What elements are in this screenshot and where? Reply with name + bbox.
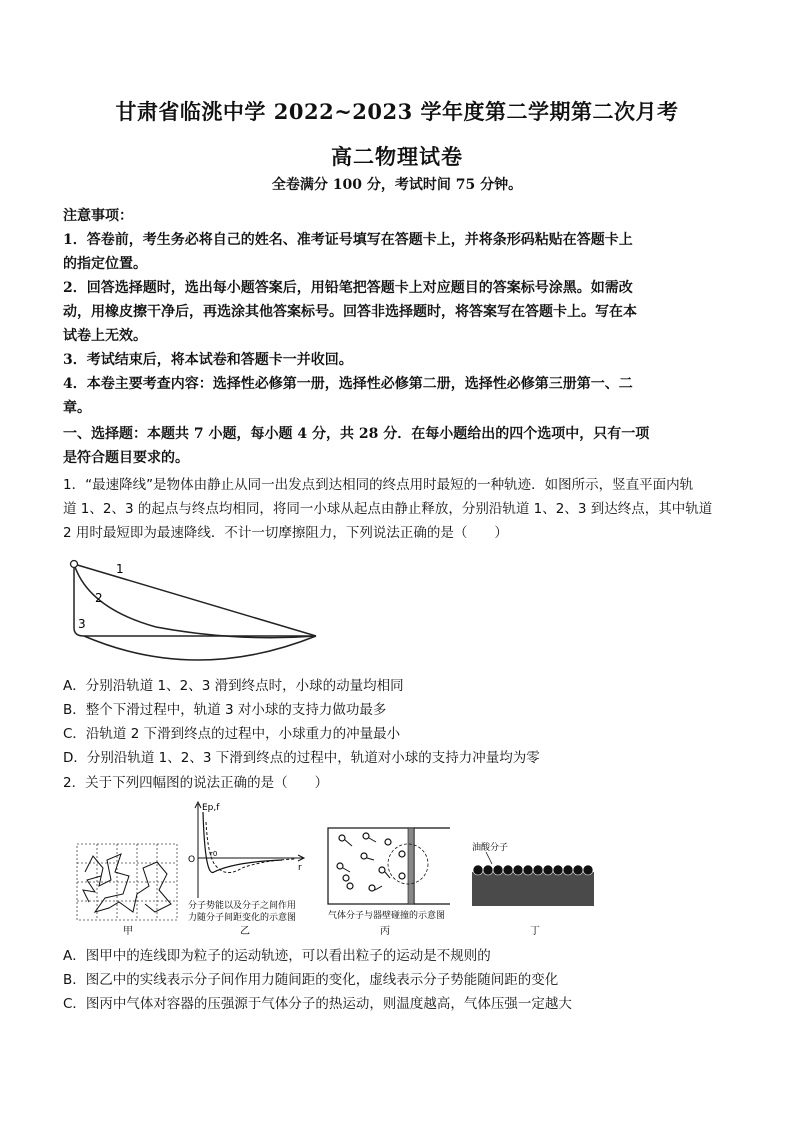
note-1-line-2: 的指定位置。 — [63, 256, 147, 272]
note-2-line-3: 试卷上无效。 — [63, 328, 147, 344]
fig-ding-label: 油酸分子 — [472, 843, 509, 853]
q2-stem: 2．关于下列四幅图的说法正确的是（ ） — [63, 775, 329, 791]
section-heading-line-1: 一、选择题：本题共 7 小题，每小题 4 分，共 28 分．在每小题给出的四个选项中，只有一项 — [63, 426, 650, 442]
track-label-2: 2 — [95, 591, 103, 605]
notes-heading: 注意事项： — [63, 208, 133, 224]
fig-yi-origin: O — [188, 855, 196, 865]
fig-yi-caption: 乙 — [240, 926, 250, 937]
energy-curve — [206, 822, 296, 873]
q2-option-b: B．图乙中的实线表示分子间作用力随间距的变化，虚线表示分子势能随间距的变化 — [63, 972, 559, 988]
q1-option-d: D．分别沿轨道 1、2、3 下滑到终点的过程中，轨道对小球的支持力冲量均为零 — [63, 750, 540, 766]
fig-yi-r0: r0 — [210, 850, 218, 858]
velocity-arrows — [343, 838, 390, 890]
label-pointer — [486, 852, 492, 864]
track-label-3: 3 — [78, 617, 86, 631]
note-2-line-2: 动，用橡皮擦干净后，再选涂其他答案标号。回答非选择题时，将答案写在答题卡上。写在本 — [63, 304, 637, 320]
exam-title: 甘肃省临洮中学 2022~2023 学年度第二学期第二次月考 — [115, 99, 679, 124]
exam-info: 全卷满分 100 分，考试时间 75 分钟。 — [271, 177, 523, 193]
q1-option-b: B．整个下滑过程中，轨道 3 对小球的支持力做功最多 — [63, 702, 387, 718]
q2-fig-bing — [326, 826, 454, 938]
track-1 — [74, 564, 316, 636]
q2-fig-jia — [75, 842, 183, 938]
q1-option-c: C．沿轨道 2 下滑到终点的过程中，小球重力的冲量最小 — [63, 726, 401, 742]
q2-fig-yi — [186, 798, 314, 938]
q1-stem-line-3: 2 用时最短即为最速降线．不计一切摩擦阻力，下列说法正确的是（ ） — [63, 525, 508, 541]
start-ball-icon — [71, 561, 78, 568]
q1-option-a: A．分别沿轨道 1、2、3 滑到终点时，小球的动量均相同 — [63, 678, 404, 694]
q2-option-c: C．图丙中气体对容器的压强源于气体分子的热运动，则温度越高，气体压强一定越大 — [63, 996, 572, 1012]
q2-option-a: A．图甲中的连线即为粒子的运动轨迹，可以看出粒子的运动是不规则的 — [63, 948, 491, 964]
note-1-line-1: 1．答卷前，考生务必将自己的姓名、准考证号填写在答题卡上，并将条形码粘贴在答题卡上 — [63, 232, 633, 248]
fig-bing-note: 气体分子与器壁碰撞的示意图 — [328, 911, 446, 921]
q1-track-figure — [66, 556, 322, 666]
fig-yi-axis-x: r — [298, 863, 302, 873]
note-4-line-2: 章。 — [63, 400, 91, 416]
track-arc — [84, 636, 316, 660]
exam-subtitle: 高二物理试卷 — [331, 144, 463, 169]
fig-yi-axis-y: Ep,f — [202, 803, 220, 813]
water-surface — [472, 872, 594, 906]
q2-fig-ding — [468, 838, 598, 938]
fig-jia-caption: 甲 — [123, 926, 133, 937]
section-heading-line-2: 是符合题目要求的。 — [63, 450, 189, 466]
track-label-1: 1 — [116, 562, 124, 576]
note-2-line-1: 2．回答选择题时，选出每小题答案后，用铅笔把答题卡上对应题目的答案标号涂黑。如需改 — [63, 280, 633, 296]
fig-ding-caption: 丁 — [530, 926, 540, 937]
fig-bing-caption: 丙 — [380, 926, 390, 937]
particle-path-2 — [83, 876, 101, 902]
q1-stem-line-1: 1．“最速降线”是物体由静止从同一出发点到达相同的终点用时最短的一种轨迹．如图所示，竖直平面内轨 — [63, 477, 694, 493]
note-4-line-1: 4．本卷主要考查内容：选择性必修第一册，选择性必修第二册，选择性必修第三册第一、二 — [63, 376, 633, 392]
note-3: 3．考试结束后，将本试卷和答题卡一并收回。 — [63, 352, 353, 368]
fig-yi-note-1: 分子势能以及分子之间作用 — [188, 901, 297, 911]
piston-wall — [408, 828, 414, 904]
fig-yi-note-2: 力随分子间距变化的示意图 — [188, 913, 297, 923]
force-curve — [203, 812, 282, 873]
q1-stem-line-2: 道 1、2、3 的起点与终点均相同，将同一小球从起点由静止释放，分别沿轨道 1、2、3 到达终点，其中轨道 — [63, 501, 713, 517]
